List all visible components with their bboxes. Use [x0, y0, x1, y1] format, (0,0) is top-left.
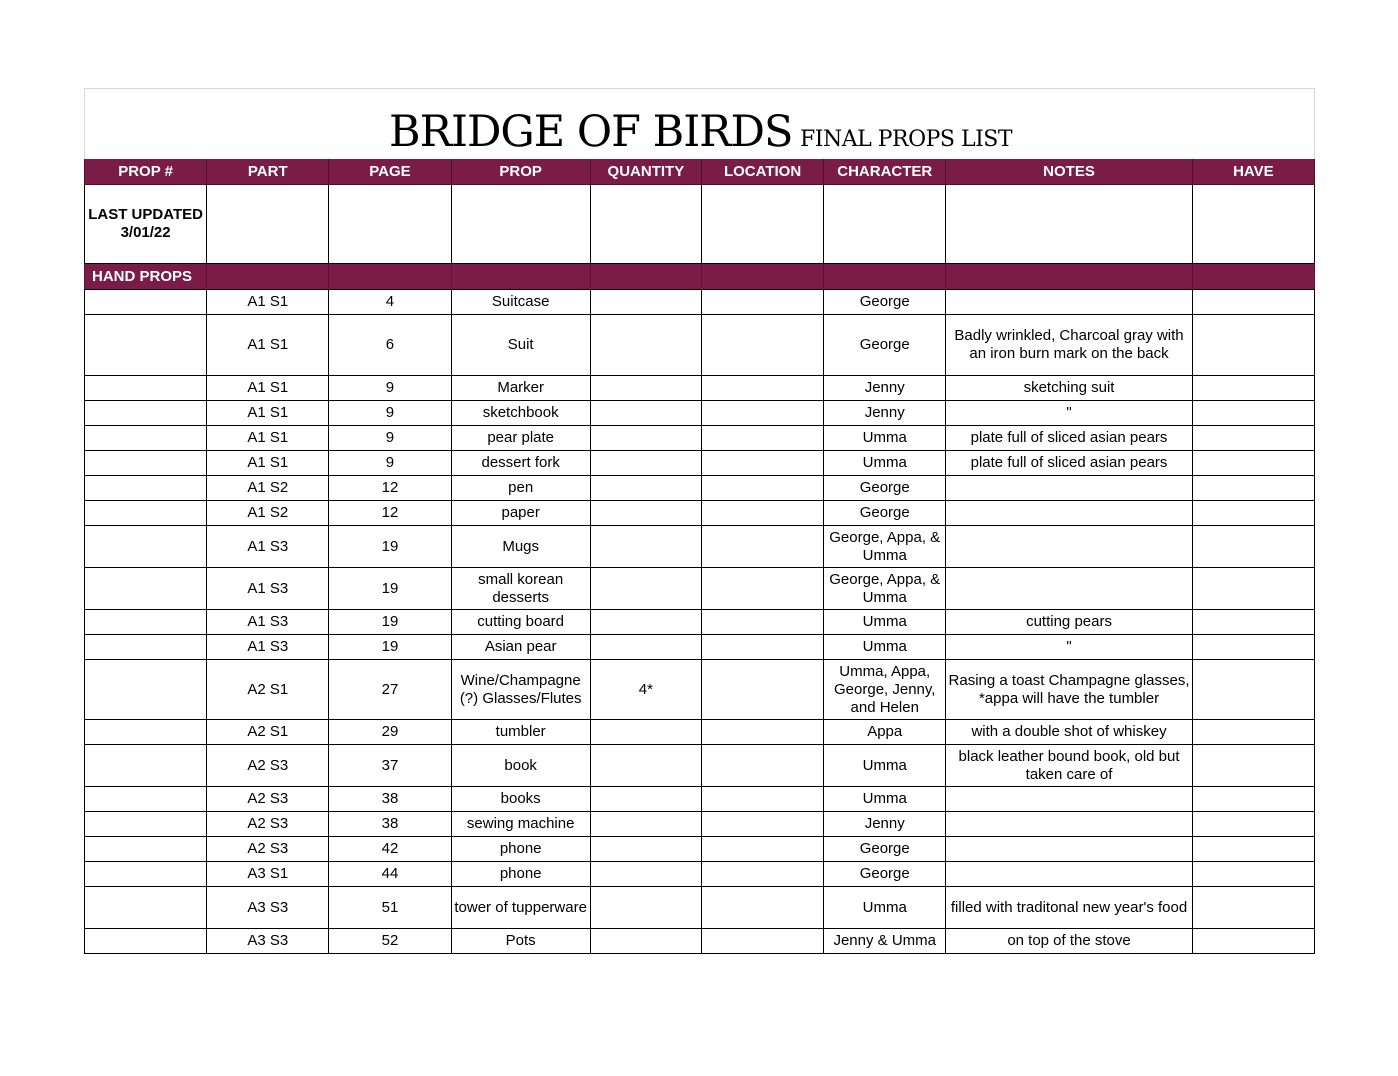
- location-cell[interactable]: [701, 837, 823, 862]
- prop-cell[interactable]: sketchbook: [451, 401, 590, 426]
- section-fill: [207, 264, 329, 290]
- notes-cell[interactable]: [946, 837, 1192, 862]
- page-cell[interactable]: 19: [329, 610, 451, 635]
- section-row-hand-props: [85, 264, 1315, 290]
- table-row: [85, 660, 1315, 720]
- table-row: [85, 401, 1315, 426]
- section-fill: [946, 264, 1192, 290]
- have-cell[interactable]: [1192, 887, 1314, 929]
- quantity-cell[interactable]: [590, 401, 701, 426]
- character-cell[interactable]: George: [824, 837, 946, 862]
- last-updated-row: [85, 185, 1315, 264]
- quantity-cell[interactable]: [590, 635, 701, 660]
- section-fill: [590, 264, 701, 290]
- notes-cell[interactable]: on top of the stove: [946, 929, 1192, 954]
- prop-num-cell[interactable]: [85, 887, 207, 929]
- part-cell[interactable]: A1 S1: [207, 401, 329, 426]
- location-cell[interactable]: [701, 526, 823, 568]
- quantity-cell[interactable]: [590, 290, 701, 315]
- part-cell[interactable]: A1 S3: [207, 568, 329, 610]
- page-cell[interactable]: 51: [329, 887, 451, 929]
- location-cell[interactable]: [701, 635, 823, 660]
- part-cell[interactable]: A1 S1: [207, 315, 329, 376]
- prop-cell[interactable]: dessert fork: [451, 451, 590, 476]
- table-row: [85, 787, 1315, 812]
- prop-num-cell[interactable]: [85, 837, 207, 862]
- part-cell[interactable]: A2 S1: [207, 720, 329, 745]
- quantity-cell[interactable]: [590, 745, 701, 787]
- page-cell[interactable]: 29: [329, 720, 451, 745]
- location-cell[interactable]: [701, 451, 823, 476]
- prop-cell[interactable]: pear plate: [451, 426, 590, 451]
- cell[interactable]: [824, 185, 946, 264]
- last-updated-cell: [85, 185, 207, 264]
- part-cell[interactable]: A1 S1: [207, 451, 329, 476]
- prop-cell[interactable]: Asian pear: [451, 635, 590, 660]
- character-cell[interactable]: Umma: [824, 745, 946, 787]
- section-label: HAND PROPS: [85, 264, 207, 290]
- have-cell[interactable]: [1192, 610, 1314, 635]
- page-cell[interactable]: 4: [329, 290, 451, 315]
- quantity-cell[interactable]: [590, 426, 701, 451]
- notes-cell[interactable]: cutting pears: [946, 610, 1192, 635]
- location-cell[interactable]: [701, 501, 823, 526]
- location-cell[interactable]: [701, 426, 823, 451]
- quantity-cell[interactable]: [590, 376, 701, 401]
- notes-cell[interactable]: with a double shot of whiskey: [946, 720, 1192, 745]
- cell[interactable]: [701, 185, 823, 264]
- notes-cell[interactable]: [946, 787, 1192, 812]
- part-cell[interactable]: A1 S1: [207, 290, 329, 315]
- table-row: [85, 315, 1315, 376]
- page-cell[interactable]: 12: [329, 476, 451, 501]
- location-cell[interactable]: [701, 929, 823, 954]
- character-cell[interactable]: Umma: [824, 887, 946, 929]
- location-cell[interactable]: [701, 376, 823, 401]
- cell[interactable]: [946, 185, 1192, 264]
- location-cell[interactable]: [701, 315, 823, 376]
- col-header-character: CHARACTER: [824, 159, 946, 185]
- table-row: [85, 837, 1315, 862]
- page-cell[interactable]: 19: [329, 635, 451, 660]
- cell[interactable]: [207, 185, 329, 264]
- prop-num-cell[interactable]: [85, 787, 207, 812]
- character-cell[interactable]: George: [824, 862, 946, 887]
- have-cell[interactable]: [1192, 451, 1314, 476]
- prop-num-cell[interactable]: [85, 426, 207, 451]
- page-subtitle: FINAL PROPS LIST: [800, 127, 1013, 152]
- location-cell[interactable]: [701, 568, 823, 610]
- section-fill: [701, 264, 823, 290]
- page-title: BRIDGE OF BIRDS: [389, 107, 793, 157]
- table-row: [85, 862, 1315, 887]
- table-row: [85, 290, 1315, 315]
- character-cell[interactable]: George: [824, 290, 946, 315]
- prop-cell[interactable]: small korean desserts: [451, 568, 590, 610]
- notes-cell[interactable]: [946, 476, 1192, 501]
- notes-cell[interactable]: [946, 290, 1192, 315]
- location-cell[interactable]: [701, 862, 823, 887]
- have-cell[interactable]: [1192, 862, 1314, 887]
- have-cell[interactable]: [1192, 929, 1314, 954]
- page-cell[interactable]: 19: [329, 526, 451, 568]
- cell[interactable]: [451, 185, 590, 264]
- col-header-notes: NOTES: [946, 159, 1192, 185]
- part-cell[interactable]: A1 S3: [207, 635, 329, 660]
- section-fill: [1192, 264, 1314, 290]
- quantity-cell[interactable]: [590, 476, 701, 501]
- prop-num-cell[interactable]: [85, 660, 207, 720]
- prop-num-cell[interactable]: [85, 812, 207, 837]
- page-cell[interactable]: 9: [329, 376, 451, 401]
- table-row: [85, 476, 1315, 501]
- page-cell[interactable]: 6: [329, 315, 451, 376]
- table-row: [85, 568, 1315, 610]
- table-row: [85, 426, 1315, 451]
- quantity-cell[interactable]: [590, 812, 701, 837]
- last-updated-text: LAST UPDATED 3/01/22: [88, 206, 203, 241]
- prop-cell[interactable]: tower of tupperware: [451, 887, 590, 929]
- props-sheet: [84, 88, 1315, 954]
- part-cell[interactable]: A3 S3: [207, 929, 329, 954]
- cell[interactable]: [1192, 185, 1314, 264]
- prop-cell[interactable]: phone: [451, 837, 590, 862]
- table-row: [85, 745, 1315, 787]
- character-cell[interactable]: George, Appa, & Umma: [824, 526, 946, 568]
- page-cell[interactable]: 38: [329, 787, 451, 812]
- location-cell[interactable]: [701, 290, 823, 315]
- have-cell[interactable]: [1192, 787, 1314, 812]
- character-cell[interactable]: George: [824, 501, 946, 526]
- prop-num-cell[interactable]: [85, 862, 207, 887]
- notes-cell[interactable]: ": [946, 635, 1192, 660]
- quantity-cell[interactable]: [590, 929, 701, 954]
- prop-cell[interactable]: Marker: [451, 376, 590, 401]
- notes-cell[interactable]: [946, 501, 1192, 526]
- prop-num-cell[interactable]: [85, 376, 207, 401]
- quantity-cell[interactable]: [590, 501, 701, 526]
- have-cell[interactable]: [1192, 426, 1314, 451]
- part-cell[interactable]: A3 S3: [207, 887, 329, 929]
- character-cell[interactable]: Umma: [824, 635, 946, 660]
- have-cell[interactable]: [1192, 660, 1314, 720]
- prop-cell[interactable]: Suit: [451, 315, 590, 376]
- have-cell[interactable]: [1192, 745, 1314, 787]
- have-cell[interactable]: [1192, 635, 1314, 660]
- page-cell[interactable]: 9: [329, 401, 451, 426]
- character-cell[interactable]: Umma: [824, 610, 946, 635]
- character-cell[interactable]: Jenny: [824, 401, 946, 426]
- table-row: [85, 451, 1315, 476]
- prop-num-cell[interactable]: [85, 568, 207, 610]
- part-cell[interactable]: A2 S3: [207, 787, 329, 812]
- part-cell[interactable]: A1 S1: [207, 376, 329, 401]
- cell[interactable]: [329, 185, 451, 264]
- prop-cell[interactable]: sewing machine: [451, 812, 590, 837]
- prop-num-cell[interactable]: [85, 610, 207, 635]
- prop-num-cell[interactable]: [85, 526, 207, 568]
- page-cell[interactable]: 9: [329, 426, 451, 451]
- prop-num-cell[interactable]: [85, 720, 207, 745]
- table-row: [85, 929, 1315, 954]
- prop-cell[interactable]: cutting board: [451, 610, 590, 635]
- part-cell[interactable]: A3 S1: [207, 862, 329, 887]
- location-cell[interactable]: [701, 787, 823, 812]
- notes-cell[interactable]: [946, 568, 1192, 610]
- col-header-have: HAVE: [1192, 159, 1314, 185]
- col-header-part: PART: [207, 159, 329, 185]
- prop-num-cell[interactable]: [85, 290, 207, 315]
- prop-num-cell[interactable]: [85, 745, 207, 787]
- location-cell[interactable]: [701, 610, 823, 635]
- quantity-cell[interactable]: [590, 568, 701, 610]
- col-header-prop: PROP: [451, 159, 590, 185]
- quantity-cell[interactable]: [590, 837, 701, 862]
- section-fill: [329, 264, 451, 290]
- table-row: [85, 501, 1315, 526]
- table-row: [85, 635, 1315, 660]
- character-cell[interactable]: Umma: [824, 426, 946, 451]
- part-cell[interactable]: A1 S3: [207, 526, 329, 568]
- section-fill: [824, 264, 946, 290]
- character-cell[interactable]: Jenny & Umma: [824, 929, 946, 954]
- part-cell[interactable]: A1 S2: [207, 501, 329, 526]
- title-area: [84, 88, 1315, 159]
- location-cell[interactable]: [701, 887, 823, 929]
- props-table: [84, 159, 1315, 954]
- prop-num-cell[interactable]: [85, 451, 207, 476]
- prop-num-cell[interactable]: [85, 401, 207, 426]
- prop-cell[interactable]: Mugs: [451, 526, 590, 568]
- header-row: [85, 159, 1315, 185]
- quantity-cell[interactable]: [590, 887, 701, 929]
- have-cell[interactable]: [1192, 568, 1314, 610]
- character-cell[interactable]: George: [824, 315, 946, 376]
- character-cell[interactable]: Jenny: [824, 376, 946, 401]
- location-cell[interactable]: [701, 401, 823, 426]
- part-cell[interactable]: A2 S3: [207, 745, 329, 787]
- notes-cell[interactable]: sketching suit: [946, 376, 1192, 401]
- location-cell[interactable]: [701, 660, 823, 720]
- notes-cell[interactable]: ": [946, 401, 1192, 426]
- page-cell[interactable]: 38: [329, 812, 451, 837]
- location-cell[interactable]: [701, 812, 823, 837]
- table-row: [85, 376, 1315, 401]
- have-cell[interactable]: [1192, 476, 1314, 501]
- table-row: [85, 887, 1315, 929]
- section-fill: [451, 264, 590, 290]
- have-cell[interactable]: [1192, 720, 1314, 745]
- prop-num-cell[interactable]: [85, 929, 207, 954]
- quantity-cell[interactable]: [590, 315, 701, 376]
- quantity-cell[interactable]: [590, 451, 701, 476]
- part-cell[interactable]: A1 S1: [207, 426, 329, 451]
- col-header-prop-num: PROP #: [85, 159, 207, 185]
- character-cell[interactable]: Umma: [824, 451, 946, 476]
- notes-cell[interactable]: filled with traditonal new year's food: [946, 887, 1192, 929]
- have-cell[interactable]: [1192, 812, 1314, 837]
- character-cell[interactable]: George: [824, 476, 946, 501]
- notes-cell[interactable]: plate full of sliced asian pears: [946, 426, 1192, 451]
- table-row: [85, 720, 1315, 745]
- notes-cell[interactable]: [946, 812, 1192, 837]
- part-cell[interactable]: A2 S3: [207, 837, 329, 862]
- prop-cell[interactable]: tumbler: [451, 720, 590, 745]
- prop-cell[interactable]: paper: [451, 501, 590, 526]
- have-cell[interactable]: [1192, 376, 1314, 401]
- have-cell[interactable]: [1192, 837, 1314, 862]
- page-cell[interactable]: 27: [329, 660, 451, 720]
- character-cell[interactable]: Appa: [824, 720, 946, 745]
- page-cell[interactable]: 42: [329, 837, 451, 862]
- prop-cell[interactable]: phone: [451, 862, 590, 887]
- location-cell[interactable]: [701, 745, 823, 787]
- page-cell[interactable]: 19: [329, 568, 451, 610]
- col-header-quantity: QUANTITY: [590, 159, 701, 185]
- quantity-cell[interactable]: [590, 787, 701, 812]
- part-cell[interactable]: A2 S1: [207, 660, 329, 720]
- character-cell[interactable]: Umma, Appa, George, Jenny, and Helen: [824, 660, 946, 720]
- notes-cell[interactable]: plate full of sliced asian pears: [946, 451, 1192, 476]
- quantity-cell[interactable]: 4*: [590, 660, 701, 720]
- prop-cell[interactable]: Pots: [451, 929, 590, 954]
- notes-cell[interactable]: [946, 862, 1192, 887]
- part-cell[interactable]: A1 S3: [207, 610, 329, 635]
- page-cell[interactable]: 9: [329, 451, 451, 476]
- character-cell[interactable]: Jenny: [824, 812, 946, 837]
- location-cell[interactable]: [701, 720, 823, 745]
- prop-cell[interactable]: Wine/Champagne (?) Glasses/Flutes: [451, 660, 590, 720]
- location-cell[interactable]: [701, 476, 823, 501]
- part-cell[interactable]: A2 S3: [207, 812, 329, 837]
- quantity-cell[interactable]: [590, 526, 701, 568]
- prop-cell[interactable]: book: [451, 745, 590, 787]
- prop-num-cell[interactable]: [85, 476, 207, 501]
- table-row: [85, 610, 1315, 635]
- notes-cell[interactable]: Rasing a toast Champagne glasses, *appa will have the tumbler: [946, 660, 1192, 720]
- page-cell[interactable]: 12: [329, 501, 451, 526]
- page-cell[interactable]: 52: [329, 929, 451, 954]
- table-row: [85, 526, 1315, 568]
- col-header-page: PAGE: [329, 159, 451, 185]
- quantity-cell[interactable]: [590, 862, 701, 887]
- part-cell[interactable]: A1 S2: [207, 476, 329, 501]
- prop-num-cell[interactable]: [85, 501, 207, 526]
- quantity-cell[interactable]: [590, 610, 701, 635]
- have-cell[interactable]: [1192, 290, 1314, 315]
- notes-cell[interactable]: black leather bound book, old but taken care of: [946, 745, 1192, 787]
- prop-cell[interactable]: books: [451, 787, 590, 812]
- col-header-location: LOCATION: [701, 159, 823, 185]
- table-row: [85, 812, 1315, 837]
- have-cell[interactable]: [1192, 526, 1314, 568]
- page-cell[interactable]: 44: [329, 862, 451, 887]
- have-cell[interactable]: [1192, 315, 1314, 376]
- page-cell[interactable]: 37: [329, 745, 451, 787]
- quantity-cell[interactable]: [590, 720, 701, 745]
- character-cell[interactable]: Umma: [824, 787, 946, 812]
- prop-num-cell[interactable]: [85, 315, 207, 376]
- have-cell[interactable]: [1192, 401, 1314, 426]
- notes-cell[interactable]: [946, 526, 1192, 568]
- have-cell[interactable]: [1192, 501, 1314, 526]
- character-cell[interactable]: George, Appa, & Umma: [824, 568, 946, 610]
- prop-cell[interactable]: Suitcase: [451, 290, 590, 315]
- prop-cell[interactable]: pen: [451, 476, 590, 501]
- prop-num-cell[interactable]: [85, 635, 207, 660]
- notes-cell[interactable]: Badly wrinkled, Charcoal gray with an iron burn mark on the back: [946, 315, 1192, 376]
- cell[interactable]: [590, 185, 701, 264]
